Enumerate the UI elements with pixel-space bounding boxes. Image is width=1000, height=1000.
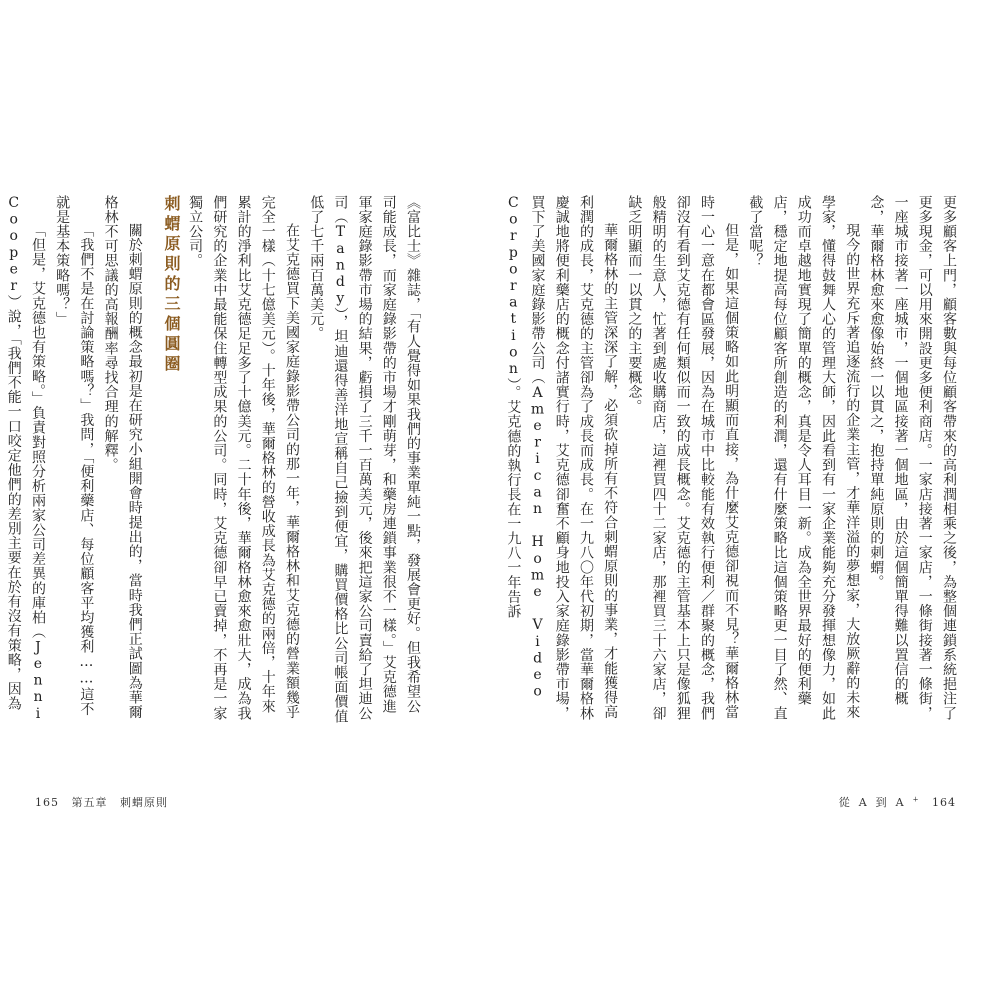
book-title [839, 796, 920, 809]
left-paragraph-5: 「但是，艾克德也有策略。」負責對照分析兩家公司差異的庫柏（Jenni Cooper）說，「我們不能一口咬定他們的差別主要在於有沒有策略，因為 [5, 195, 46, 723]
left-paragraph-3: 關於刺蝟原則的概念最初是在研究小組開會時提出的，當時我們正試圖為華爾格林不可思議的高報酬率尋找合理的解釋。 [102, 195, 143, 720]
left-page-text-block [5, 195, 425, 725]
right-page-footer [839, 794, 964, 810]
book-title-a: A [858, 796, 868, 809]
left-page-footer [35, 794, 176, 810]
left-paragraph-4: 「我們不是在討論策略嗎？」我問，「便利藥店、每位顧客平均獲利……這不就是基本策略嗎？」 [54, 195, 95, 717]
book-title-to: 到 [875, 796, 888, 809]
left-paragraph-2: 在艾克德買下美國家庭錄影帶公司的那一年，華爾格林和艾克德的營業額幾乎完全一樣（十七億美元）。十年後，華爾格林的營收成長為艾克德的兩倍，十年來累計的淨利比艾克德足足多了十億美元。二十年後，華爾格林愈來愈壯大，成為我們研究的企業中最能保住轉型成果的公司。同時，艾克德卻早已賣掉，不再是一家獨立公司。 [187, 195, 300, 721]
right-paragraph-1: 更多顧客上門，顧客數與每位顧客帶來的高利潤相乘之後，為整個連鎖系統挹注了更多現金，可以用來開設更多便利商店。一家店接著一家店，一條街接著一條街，一座城市接著一座城市，一個地區接著一個地區，由於這個簡單得難以置信的概念，華爾格林愈來愈像始終一以貫之，抱持單純原則的刺蝟。 [868, 195, 957, 721]
book-title-aplus: A [895, 796, 905, 809]
right-page-number: 164 [932, 796, 956, 809]
left-paragraph-1: 《富比士》雜誌，「有人覺得如果我們的事業單純一點，發展會更好。但我希望公司能成長，而家庭錄影帶的市場才剛萌芽，和藥房連鎖事業很不一樣。」艾克德進軍家庭錄影帶市場的結果，虧損了三千一百萬美元，後來把這家公司賣給了坦迪公司（Tandy），坦迪還得善洋地宣稱自己撿到便宜，購買價格比公司帳面價值低了七千兩百萬美元。 [308, 195, 421, 724]
left-page-number: 165 [35, 796, 59, 809]
book-title-prefix: 從 [838, 796, 851, 809]
right-page [500, 0, 1000, 1000]
right-paragraph-4: 華爾格林的主管深深了解，必須砍掉所有不符合刺蝟原則的事業，才能獲得高利潤的成長，艾克德的主管卻為了成長而成長。在一九八〇年代初期，當華爾格林慶誠地將便利藥店的概念付諸實行時，艾克德卻奮不顧身地投入家庭錄影帶市場，買下了美國家庭錄影帶公司（American Home Video Corporation）。艾克德的執行長在一九八一年告訴 [505, 195, 619, 721]
right-paragraph-2: 現今的世界充斥著追逐流行的企業主管，才華洋溢的夢想家，大放厥辭的未來學家，懂得鼓舞人心的管理大師，因此看到有一家企業能夠充分發揮想像力，如此成功而卓越地實現了簡單的概念，真是令人耳目一新。成為全世界最好的便利藥店，穩定地提高每位顧客所創造的利潤，還有什麼策略比這個策略更一目了然、直截了當呢？ [747, 195, 861, 721]
section-heading: 刺蝟原則的三個圓圈 [161, 195, 181, 375]
right-paragraph-3: 但是，如果這個策略如此明顯而直接，為什麼艾克德卻視而不見？華爾格林當時一心一意在都會區發展，因為在城市中比較能有效執行便利／群聚的概念，我們卻沒有看到艾克德有任何類似而一致的成長概念。艾克德的主管基本上只是像狐狸般精明的生意人，忙著到處收購商店，這裡買四十二家店，那裡買三十六家店，卻缺乏明顯而一以貫之的主要概念。 [626, 195, 740, 721]
book-title-plus: + [912, 795, 920, 804]
chapter-title: 刺蝟原則 [120, 796, 168, 809]
right-page-text-block [505, 195, 961, 725]
chapter-label: 第五章 [71, 796, 108, 809]
